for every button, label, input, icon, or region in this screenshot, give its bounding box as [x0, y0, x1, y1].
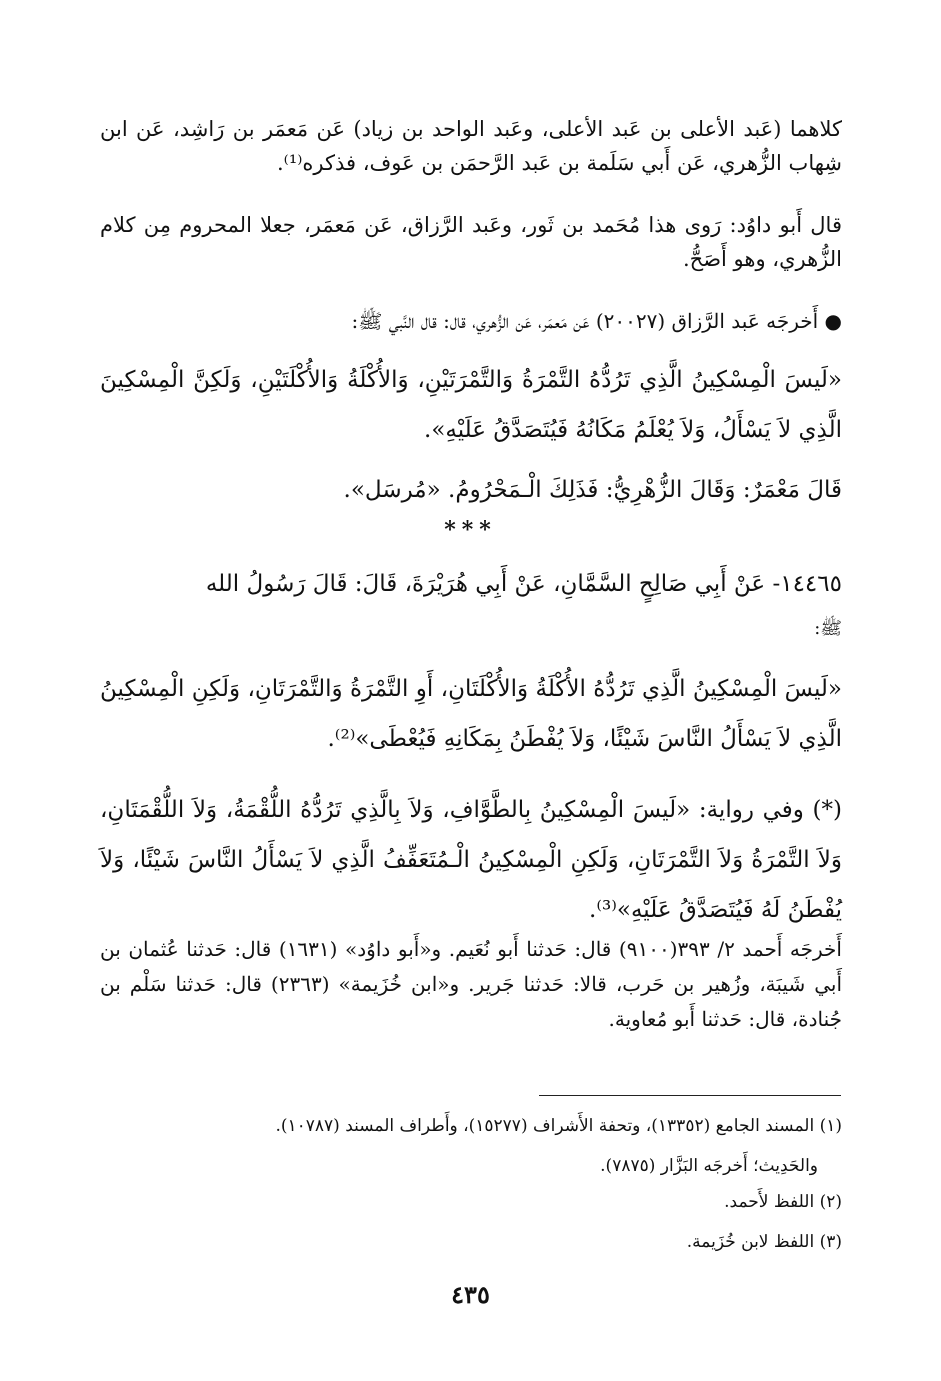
- mamar-comment: قَالَ مَعْمَرٌ: وَقَالَ الزُّهْرِيُّ: فَذَلِكَ الْـمَحْرُومُ. «مُرسَل».: [343, 477, 842, 503]
- page-number: ٤٣٥: [451, 1280, 490, 1309]
- abu-dawud-note: قال أَبو داوُد: رَوى هذا مُحَمد بن ثَور، وعَبد الرَّزاق، عَن مَعمَر، جعلا المحروم مِن كلام الزُّهري، وهو أَصَحُّ.: [100, 213, 842, 271]
- footnote-1-continuation: والحَدِيث؛ أَخرجَه البَزَّار (٧٨٧٥).: [600, 1156, 818, 1176]
- hadith-variant-narration: (*) وفي رواية: «لَيسَ الْمِسْكِينُ بِالطَّوَّافِ، وَلاَ بِالَّذِي تَرُدُّهُ اللُّقْمَةُ، وَلاَ اللُّقْمَتَانِ، وَلاَ التَّمْرَةُ وَلاَ التَّمْرَتَانِ، وَلَكِنِ الْمِسْكِينُ الْـمُتَعَفِّفُ الَّذِي لاَ يَسْأَلُ النَّاسَ شَيْئًا، وَلاَ يُفْطَنُ لَهُ فَيُتَصَدَّقُ عَلَيْهِ»⁽³⁾.: [100, 797, 842, 923]
- hadith-matn: «لَيسَ الْمِسْكِينُ الَّذِي تَرُدُّهُ الأُكْلَةُ وَالأُكْلَتَانِ، أَوِ التَّمْرَةُ وَالتَّمْرَتَانِ، وَلَكِنِ الْمِسْكِينُ الَّذِي لاَ يَسْأَلُ النَّاسَ شَيْئًا، وَلاَ يُفْطَنُ بِمَكَانِهِ فَيُعْطَى»⁽²⁾.: [100, 676, 842, 752]
- footnote-separator: [539, 1095, 841, 1096]
- takhrij-bullet-paragraph: [100, 304, 842, 338]
- section-separator: ***: [444, 517, 497, 543]
- bullet-text: أَخرجَه عَبد الرَّزاق (٢٠٠٢٧) عَن مَعمَر، عَن الزُّهري، قال: قال النَّبي ﷺ:: [351, 309, 819, 333]
- hadith-isnad: ١٤٤٦٥- عَنْ أَبِي صَالِحٍ السَّمَّانِ، عَنْ أَبِي هُرَيْرَةَ، قَالَ: قَالَ رَسُولُ الله: [205, 571, 842, 597]
- salawat-symbol: ﷺ:: [814, 618, 842, 639]
- footnote-1: (١) المسند الجامع (١٣٣٥٢)، وتحفة الأَشراف (١٥٢٧٧)، وأَطراف المسند (١٠٧٨٧).: [275, 1116, 842, 1136]
- hadith-quote-mursal: «لَيسَ الْمِسْكِينُ الَّذِي تَرُدُّهُ التَّمْرَةُ وَالتَّمْرَتَيْنِ، وَالأُكْلَةُ وَالأُكْلَتَيْنِ، وَلَكِنَّ الْمِسْكِينَ الَّذِي لاَ يَسْأَلُ، وَلاَ يُعْلَمُ مَكَانُهُ فَيُتَصَدَّقُ عَلَيْهِ».: [100, 367, 842, 443]
- takhrij-paragraph: أَخرجَه أَحمد ٢/ ٣٩٣(٩١٠٠) قال: حَدثنا أَبو نُعَيم. و«أَبو داوُد» (١٦٣١) قال: حَدثنا عُثمان بن أَبي شَيبَة، وزُهير بن حَرب، قالا: حَدثنا جَرير. و«ابن خُزَيمة» (٢٣٦٣) قال: حَدثنا سَلْم بن جُنادة، قال: حَدثنا أَبو مُعاوية.: [100, 937, 842, 1031]
- footnote-2: (٢) اللفظ لأَحمد.: [724, 1192, 842, 1212]
- footnote-3: (٣) اللفظ لابن خُزَيمة.: [686, 1232, 842, 1252]
- bullet-marker: ●: [824, 309, 842, 333]
- intro-paragraph: كلاهما (عَبد الأعلى بن عَبد الأعلى، وعَبد الواحد بن زياد) عَن مَعمَر بن رَاشِد، عَن ابن شِهاب الزُّهري، عَن أَبي سَلَمة بن عَبد الرَّحمَن بن عَوف، فذكره⁽¹⁾.: [100, 117, 842, 175]
- hadith-heading: [100, 562, 842, 646]
